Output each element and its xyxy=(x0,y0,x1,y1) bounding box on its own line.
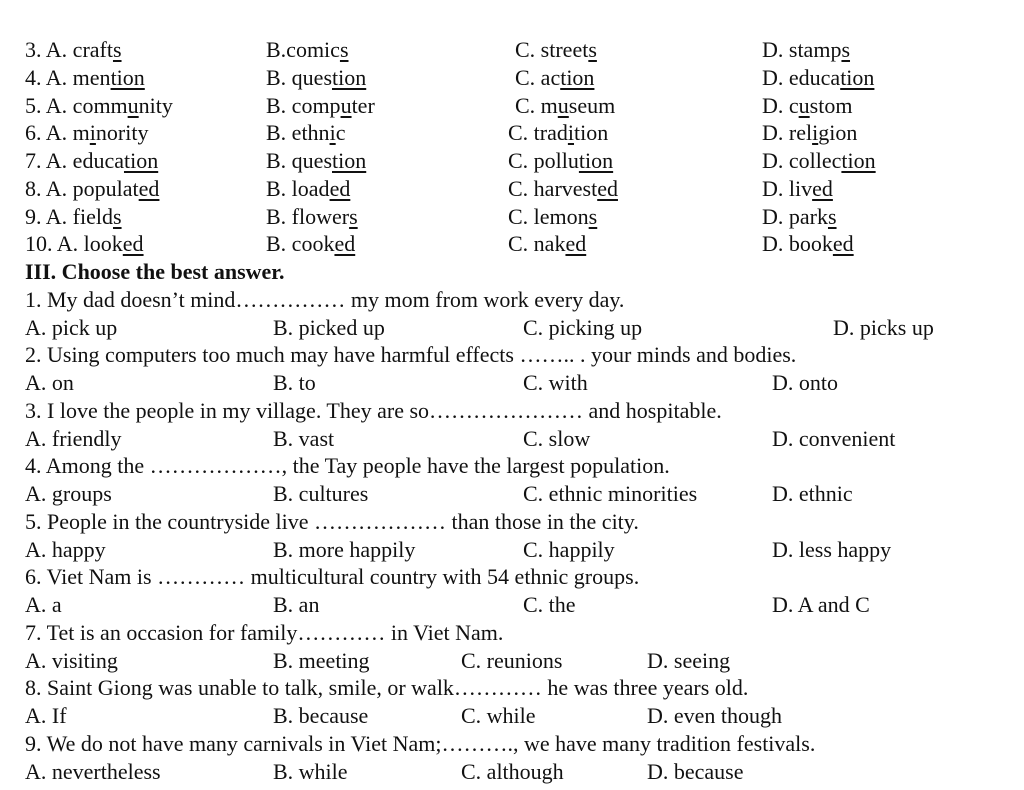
underlined-sound: s xyxy=(349,203,358,229)
answer-option: A. nevertheless xyxy=(25,758,161,784)
underlined-sound: tion xyxy=(840,64,875,90)
pronunciation-row xyxy=(0,230,1024,258)
answer-option: D. even though xyxy=(647,703,783,728)
pronunciation-row xyxy=(0,36,1024,64)
answer-option: D. convenient xyxy=(772,425,896,451)
underlined-sound: s xyxy=(113,203,122,229)
underlined-sound: tion xyxy=(841,148,876,173)
answer-option: B. picked up xyxy=(273,314,385,340)
answer-option: D. seeing xyxy=(647,647,731,673)
question-stem-text: 2. Using computers too much may have harmful effects …….. . your minds and bodies. xyxy=(25,342,797,368)
underlined-sound: u xyxy=(557,92,569,118)
section-heading-text: III. Choose the best answer. xyxy=(25,259,285,284)
answer-option: A. a xyxy=(25,592,62,617)
underlined-sound: u xyxy=(798,92,810,118)
pronunciation-option: D. education xyxy=(762,64,875,90)
pronunciation-row xyxy=(0,175,1024,203)
pronunciation-option: B. flowers xyxy=(266,203,358,229)
answer-option: A. on xyxy=(25,370,74,395)
question-stem xyxy=(0,397,1024,425)
answer-option: C. ethnic minorities xyxy=(523,481,698,506)
underlined-sound: i xyxy=(329,120,336,146)
pronunciation-row xyxy=(0,64,1024,92)
answer-option: C. with xyxy=(523,370,588,395)
pronunciation-row xyxy=(0,147,1024,175)
pronunciation-option: B.comics xyxy=(266,37,349,62)
pronunciation-option: D. booked xyxy=(762,231,854,257)
question-stem xyxy=(0,341,1024,369)
pronunciation-option: B. ethnic xyxy=(266,120,346,146)
pronunciation-option: 5. A. community xyxy=(25,92,173,118)
answer-option: B. vast xyxy=(273,425,335,451)
pronunciation-option: C. naked xyxy=(508,231,587,257)
pronunciation-option: 6. A. minority xyxy=(25,120,149,146)
answer-options xyxy=(0,425,1024,453)
underlined-sound: i xyxy=(89,120,96,146)
pronunciation-option: C. tradition xyxy=(508,120,609,146)
pronunciation-option: D. stamps xyxy=(762,37,851,62)
question-stem-text: 3. I love the people in my village. They are so………………… and hospitable. xyxy=(25,397,722,423)
answer-option: B. while xyxy=(273,758,348,784)
underlined-sound: s xyxy=(841,37,851,62)
underlined-sound: ed xyxy=(597,175,618,201)
pronunciation-option: D. custom xyxy=(762,92,853,118)
question-stem xyxy=(0,286,1024,314)
pronunciation-option: B. computer xyxy=(266,92,375,118)
question-stem xyxy=(0,730,1024,758)
underlined-sound: tion xyxy=(332,64,367,90)
underlined-sound: s xyxy=(588,203,598,229)
answer-option: A. If xyxy=(25,703,67,728)
question-stem-text: 6. Viet Nam is ………… multicultural country with 54 ethnic groups. xyxy=(25,564,640,590)
answer-options xyxy=(0,314,1024,342)
underlined-sound: s xyxy=(339,37,349,62)
answer-option: D. less happy xyxy=(772,536,892,562)
pronunciation-option: C. museum xyxy=(515,92,616,118)
pronunciation-row xyxy=(0,203,1024,231)
pronunciation-option: B. loaded xyxy=(266,175,351,201)
answer-option: B. cultures xyxy=(273,481,369,506)
section-heading xyxy=(0,258,1024,286)
pronunciation-option: 3. A. crafts xyxy=(25,37,122,62)
answer-option: D. because xyxy=(647,758,744,784)
underlined-sound: s xyxy=(827,203,837,229)
underlined-sound: u xyxy=(340,92,352,118)
answer-option: A. pick up xyxy=(25,314,118,340)
question-stem xyxy=(0,563,1024,591)
underlined-sound: ed xyxy=(812,175,833,201)
answer-option: D. onto xyxy=(772,370,838,395)
answer-options xyxy=(0,536,1024,564)
answer-option: C. picking up xyxy=(523,314,643,340)
pronunciation-option: 7. A. education xyxy=(25,148,159,173)
underlined-sound: i xyxy=(812,120,819,146)
answer-option: D. ethnic xyxy=(772,481,853,506)
answer-options xyxy=(0,480,1024,508)
answer-options xyxy=(0,369,1024,397)
question-stem xyxy=(0,508,1024,536)
underlined-sound: s xyxy=(112,37,122,62)
pronunciation-option: 8. A. populated xyxy=(25,175,160,201)
answer-option: A. visiting xyxy=(25,647,118,673)
underlined-sound: ed xyxy=(138,175,160,201)
underlined-sound: ed xyxy=(329,175,351,201)
answer-option: C. although xyxy=(461,758,564,784)
question-stem-text: 4. Among the ………………, the Tay people have the largest population. xyxy=(25,453,670,479)
answer-option: C. the xyxy=(523,592,576,617)
question-stem-text: 7. Tet is an occasion for family………… in Viet Nam. xyxy=(25,619,504,645)
answer-options xyxy=(0,702,1024,730)
pronunciation-option: D. parks xyxy=(762,203,837,229)
question-stem-text: 5. People in the countryside live ……………… than those in the city. xyxy=(25,508,639,534)
pronunciation-option: D. collection xyxy=(762,148,876,173)
pronunciation-option: D. religion xyxy=(762,120,858,146)
pronunciation-option: B. question xyxy=(266,148,367,173)
pronunciation-option: B. cooked xyxy=(266,231,356,257)
answer-option: C. happily xyxy=(523,536,615,562)
pronunciation-option: B. question xyxy=(266,64,367,90)
answer-option: C. reunions xyxy=(461,647,563,673)
answer-options xyxy=(0,591,1024,619)
underlined-sound: ed xyxy=(334,231,356,257)
answer-option: C. while xyxy=(461,703,536,728)
question-stem xyxy=(0,452,1024,480)
underlined-sound: tion xyxy=(110,64,145,90)
answer-option: A. groups xyxy=(25,481,112,506)
question-stem-text: 9. We do not have many carnivals in Viet Nam;………., we have many tradition festivals. xyxy=(25,730,816,756)
answer-option: D. picks up xyxy=(833,314,934,340)
pronunciation-option: C. pollution xyxy=(508,148,614,173)
underlined-sound: s xyxy=(588,37,597,62)
pronunciation-option: 4. A. mention xyxy=(25,64,145,90)
answer-option: B. meeting xyxy=(273,647,370,673)
underlined-sound: tion xyxy=(578,148,614,173)
pronunciation-option: D. lived xyxy=(762,175,833,201)
underlined-sound: tion xyxy=(332,148,367,173)
underlined-sound: ed xyxy=(565,231,587,257)
answer-option: B. an xyxy=(273,592,320,617)
pronunciation-option: 10. A. looked xyxy=(25,231,144,257)
underlined-sound: i xyxy=(567,120,575,146)
pronunciation-option: C. harvested xyxy=(508,175,618,201)
question-stem xyxy=(0,674,1024,702)
pronunciation-option: C. lemons xyxy=(508,203,598,229)
pronunciation-row xyxy=(0,92,1024,120)
answer-option: C. slow xyxy=(523,425,591,451)
answer-options xyxy=(0,647,1024,675)
pronunciation-option: 9. A. fields xyxy=(25,203,122,229)
pronunciation-option: C. action xyxy=(515,64,595,90)
question-stem-text: 1. My dad doesn’t mind…………… my mom from work every day. xyxy=(25,286,625,312)
answer-option: B. because xyxy=(273,703,369,728)
underlined-sound: ed xyxy=(832,231,854,257)
underlined-sound: tion xyxy=(560,64,595,90)
answer-option: D. A and C xyxy=(772,592,870,617)
answer-option: A. friendly xyxy=(25,425,122,451)
answer-option: B. more happily xyxy=(273,536,416,562)
pronunciation-row xyxy=(0,119,1024,147)
answer-option: A. happy xyxy=(25,536,106,562)
question-stem-text: 8. Saint Giong was unable to talk, smile, or walk………… he was three years old. xyxy=(25,675,749,701)
underlined-sound: tion xyxy=(123,148,159,173)
underlined-sound: ed xyxy=(122,231,144,257)
answer-options xyxy=(0,758,1024,786)
answer-option: B. to xyxy=(273,370,316,395)
underlined-sound: u xyxy=(127,92,139,118)
question-stem xyxy=(0,619,1024,647)
pronunciation-option: C. streets xyxy=(515,37,597,62)
